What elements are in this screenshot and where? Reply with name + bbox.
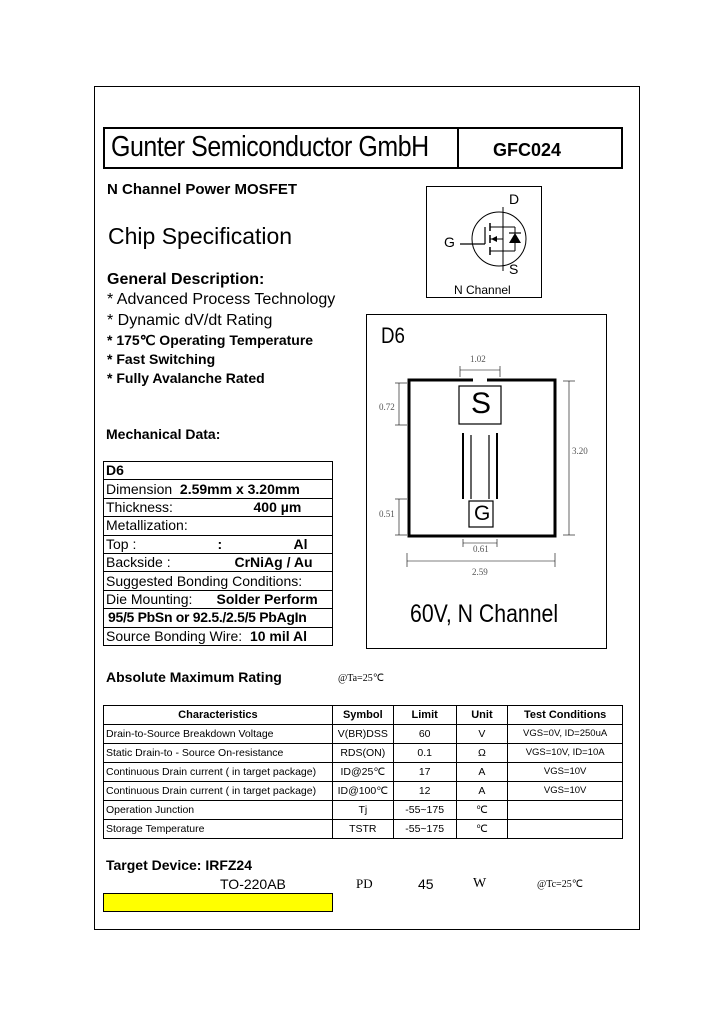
company-name: Gunter Semiconductor GmbH xyxy=(111,131,429,163)
column-header: Characteristics xyxy=(104,706,333,725)
column-header: Unit xyxy=(456,706,508,725)
table-cell: Metallization: xyxy=(104,517,333,535)
table-cell: Drain-to-Source Breakdown Voltage xyxy=(104,725,333,744)
table-header-row xyxy=(104,706,623,725)
amr-condition: @Ta=25℃ xyxy=(338,673,384,684)
table-cell xyxy=(104,627,333,645)
table-cell: VGS=10V, ID=10A xyxy=(508,744,623,763)
cell-value: Solder Perform xyxy=(216,590,318,607)
dim-g-height: 0.51 xyxy=(379,509,395,519)
symbol-caption: N Channel xyxy=(454,283,511,297)
table-cell: Storage Temperature xyxy=(104,820,333,839)
table-row xyxy=(104,572,333,590)
table-cell: TSTR xyxy=(332,820,393,839)
table-cell: A xyxy=(456,782,508,801)
dim-top-width: 1.02 xyxy=(470,354,486,364)
table-row xyxy=(104,782,623,801)
table-cell: VGS=10V xyxy=(508,763,623,782)
cell-label: Die Mounting: xyxy=(106,590,193,607)
general-item: * Fully Avalanche Rated xyxy=(107,370,265,386)
table-row xyxy=(104,744,623,763)
table-row xyxy=(104,462,333,480)
pd-symbol: PD xyxy=(356,876,373,891)
mechanical-table xyxy=(103,461,333,646)
table-cell xyxy=(508,820,623,839)
die-outline-icon xyxy=(367,315,606,648)
doc-title: Chip Specification xyxy=(108,223,293,249)
header-divider xyxy=(457,129,459,167)
general-item: * Dynamic dV/dt Rating xyxy=(107,312,273,329)
table-row xyxy=(104,590,333,608)
drain-label: D xyxy=(509,191,520,207)
highlight-bar xyxy=(103,893,333,912)
table-row xyxy=(104,553,333,571)
table-row xyxy=(104,820,623,839)
table-cell: ID@100℃ xyxy=(332,782,393,801)
gate-label: G xyxy=(444,234,455,250)
table-cell: V(BR)DSS xyxy=(332,725,393,744)
table-row xyxy=(104,517,333,535)
table-row xyxy=(104,498,333,516)
table-cell: 95/5 PbSn or 92.5./2.5/5 PbAgIn xyxy=(104,609,333,627)
table-cell xyxy=(104,590,333,608)
pd-unit: W xyxy=(473,876,487,891)
table-row xyxy=(104,627,333,645)
cell-value: Al xyxy=(293,535,308,552)
column-header: Symbol xyxy=(332,706,393,725)
amr-heading: Absolute Maximum Rating xyxy=(106,669,282,685)
table-row xyxy=(104,535,333,553)
table-row xyxy=(104,609,333,627)
table-cell: D6 xyxy=(104,462,333,480)
dim-total-height: 3.20 xyxy=(572,446,588,456)
product-type: N Channel Power MOSFET xyxy=(107,181,298,198)
dim-g-width: 0.61 xyxy=(473,544,489,554)
table-cell: 12 xyxy=(393,782,456,801)
table-cell: 60 xyxy=(393,725,456,744)
table-cell xyxy=(104,553,333,571)
table-cell xyxy=(104,535,333,553)
cell-value: 400 µm xyxy=(253,498,302,515)
target-package: TO-220AB xyxy=(220,876,286,892)
table-cell: Operation Junction xyxy=(104,801,333,820)
table-cell: 0.1 xyxy=(393,744,456,763)
table-cell: Suggested Bonding Conditions: xyxy=(104,572,333,590)
dim-s-height: 0.72 xyxy=(379,402,395,412)
general-item: * Advanced Process Technology xyxy=(107,291,336,308)
table-cell: 17 xyxy=(393,763,456,782)
table-cell: -55~175 xyxy=(393,820,456,839)
dim-total-width: 2.59 xyxy=(472,567,488,577)
table-cell: A xyxy=(456,763,508,782)
source-pad-label: S xyxy=(471,387,492,420)
die-title: D6 xyxy=(381,323,405,348)
general-item: * 175℃ Operating Temperature xyxy=(107,332,314,348)
die-drawing xyxy=(366,314,607,649)
table-cell: ℃ xyxy=(456,801,508,820)
pd-value: 45 xyxy=(418,876,434,892)
part-number: GFC024 xyxy=(493,140,562,160)
table-cell xyxy=(104,498,333,516)
table-cell xyxy=(508,801,623,820)
cell-label: Thickness: xyxy=(106,498,173,515)
cell-value: CrNiAg / Au xyxy=(234,554,313,571)
table-row xyxy=(104,801,623,820)
cell-value: 10 mil Al xyxy=(249,627,308,644)
cell-label: Top : xyxy=(106,535,137,552)
table-cell: Tj xyxy=(332,801,393,820)
table-cell: RDS(ON) xyxy=(332,744,393,763)
cell-value: 2.59mm x 3.20mm xyxy=(179,480,300,497)
cell-label: Dimension xyxy=(106,480,173,497)
cell-label: Source Bonding Wire: xyxy=(106,627,243,644)
table-row xyxy=(104,763,623,782)
table-cell: VGS=10V xyxy=(508,782,623,801)
cell-label: Backside : xyxy=(106,554,171,571)
table-cell: Ω xyxy=(456,744,508,763)
table-row xyxy=(104,725,623,744)
table-cell: Static Drain-to - Source On-resistance xyxy=(104,744,333,763)
cell-separator: : xyxy=(217,535,223,552)
column-header: Test Conditions xyxy=(508,706,623,725)
table-cell xyxy=(104,480,333,498)
table-cell: V xyxy=(456,725,508,744)
gate-pad-label: G xyxy=(474,502,491,525)
target-device: Target Device: IRFZ24 xyxy=(106,857,253,873)
general-heading: General Description: xyxy=(107,271,265,288)
mosfet-symbol-box xyxy=(426,186,542,298)
table-row xyxy=(104,480,333,498)
amr-table xyxy=(103,705,623,839)
table-cell: Continuous Drain current ( in target package) xyxy=(104,763,333,782)
column-header: Limit xyxy=(393,706,456,725)
source-label: S xyxy=(509,261,519,277)
table-cell: -55~175 xyxy=(393,801,456,820)
mechanical-heading: Mechanical Data: xyxy=(106,426,221,442)
table-cell: Continuous Drain current ( in target package) xyxy=(104,782,333,801)
header-box xyxy=(103,127,623,169)
general-item: * Fast Switching xyxy=(107,351,216,367)
table-cell: ID@25℃ xyxy=(332,763,393,782)
pd-condition: @Tc=25℃ xyxy=(537,879,583,890)
table-cell: ℃ xyxy=(456,820,508,839)
die-caption: 60V, N Channel xyxy=(410,600,559,628)
table-cell: VGS=0V, ID=250uA xyxy=(508,725,623,744)
